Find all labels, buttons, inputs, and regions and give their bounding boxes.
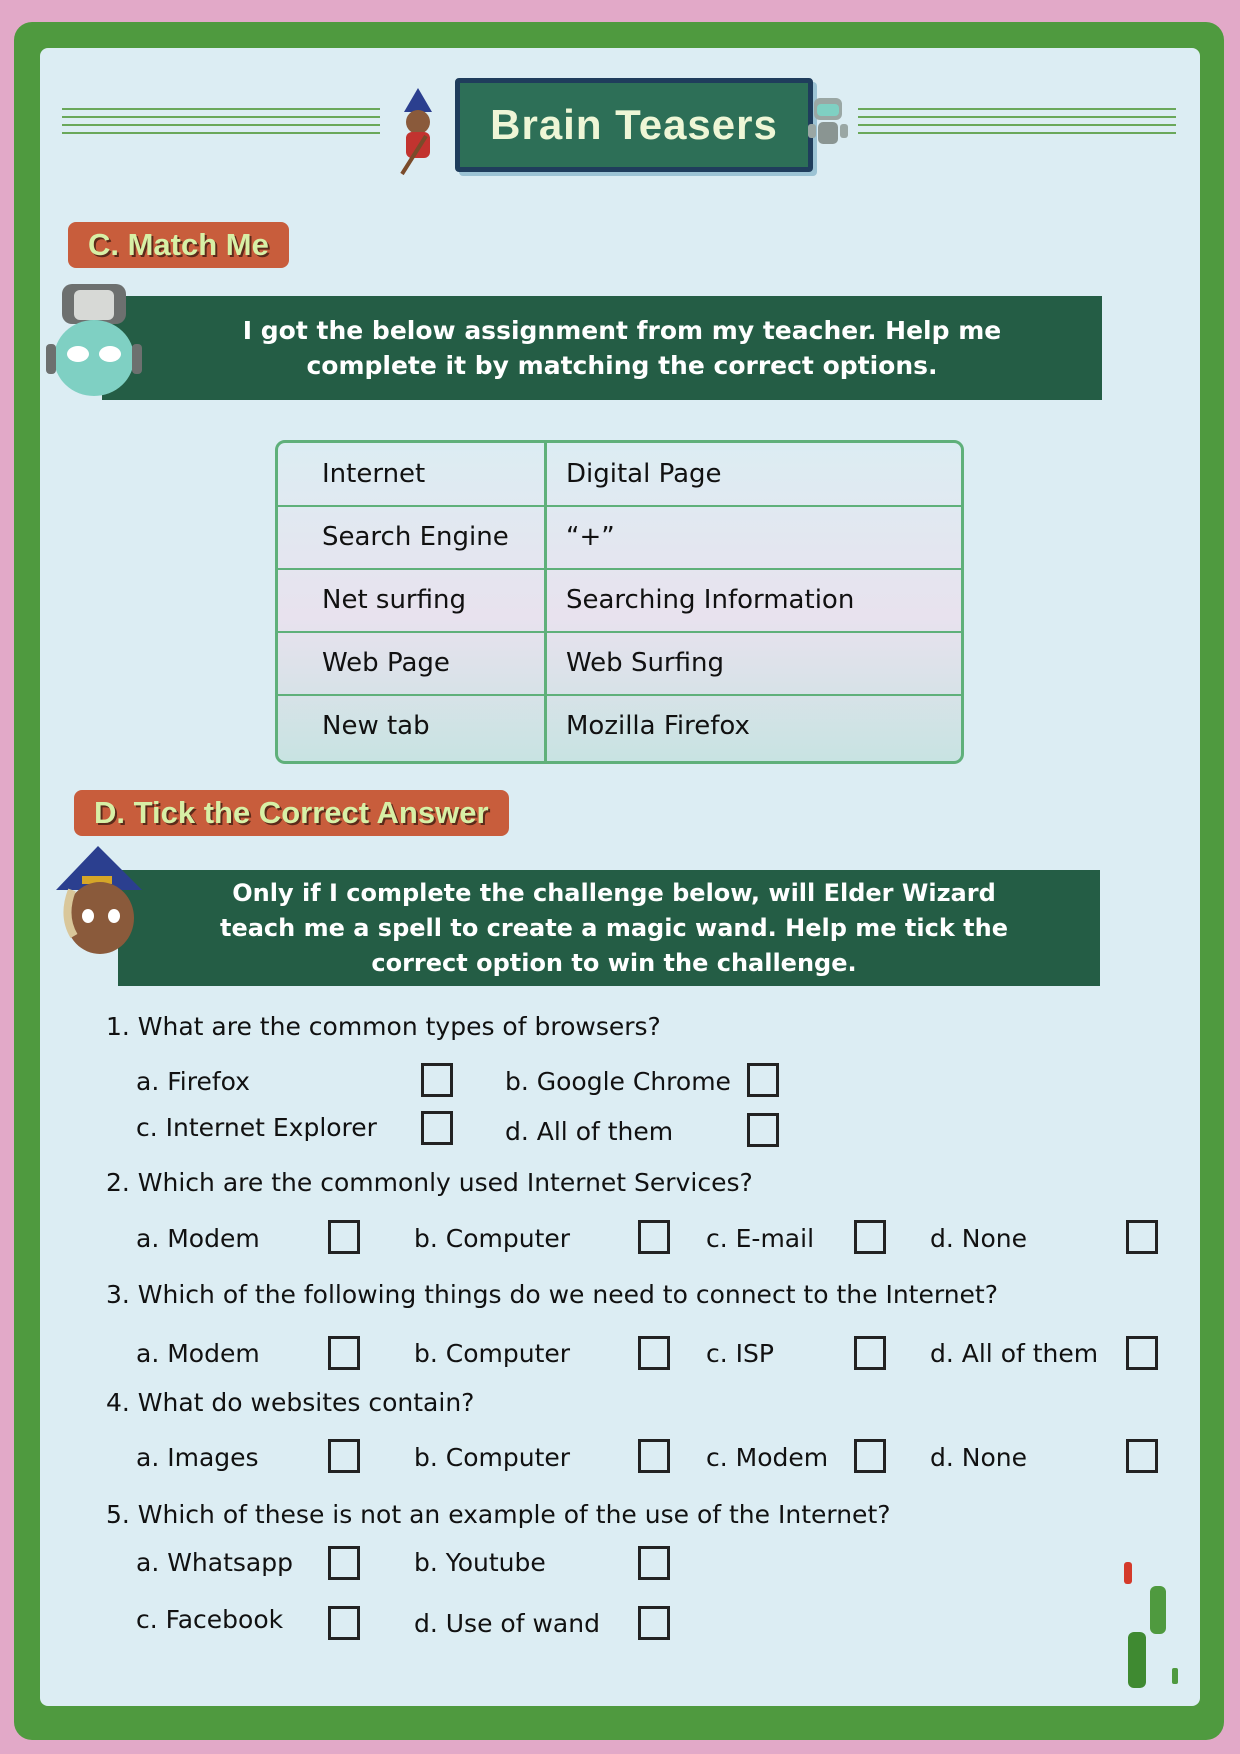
q2-option-b: b. Computer bbox=[414, 1224, 571, 1253]
q1-option-a: a. Firefox bbox=[136, 1067, 250, 1096]
q1-option-b: b. Google Chrome bbox=[505, 1067, 731, 1096]
q1-option-d: d. All of them bbox=[505, 1117, 674, 1146]
q2-option-c-checkbox[interactable] bbox=[854, 1220, 886, 1254]
match-left-cell: Search Engine bbox=[322, 522, 509, 552]
q2-option-d: d. None bbox=[930, 1224, 1027, 1253]
match-left-cell: Internet bbox=[322, 459, 426, 489]
title-line-left bbox=[62, 108, 380, 136]
match-right-cell: Web Surfing bbox=[566, 648, 724, 678]
q4-option-d: d. None bbox=[930, 1443, 1027, 1472]
q4-option-b-checkbox[interactable] bbox=[638, 1439, 670, 1473]
q5-option-c: c. Facebook bbox=[136, 1605, 284, 1634]
q3-option-c: c. ISP bbox=[706, 1339, 774, 1368]
q2-option-a-checkbox[interactable] bbox=[328, 1220, 360, 1254]
match-left-cell: Net surfing bbox=[322, 585, 466, 615]
q3-option-d: d. All of them bbox=[930, 1339, 1099, 1368]
match-right-cell: Searching Information bbox=[566, 585, 855, 615]
q1-option-a-checkbox[interactable] bbox=[421, 1063, 453, 1097]
q3-option-a-checkbox[interactable] bbox=[328, 1336, 360, 1370]
question-2: 2. Which are the commonly used Internet Services? bbox=[106, 1168, 753, 1197]
q4-option-c: c. Modem bbox=[706, 1443, 829, 1472]
match-right-cell: Digital Page bbox=[566, 459, 722, 489]
page-title: Brain Teasers bbox=[490, 101, 778, 148]
match-right-cell: “+” bbox=[566, 522, 615, 552]
q2-option-d-checkbox[interactable] bbox=[1126, 1220, 1158, 1254]
q3-option-b-checkbox[interactable] bbox=[638, 1336, 670, 1370]
q1-option-c: c. Internet Explorer bbox=[136, 1113, 377, 1142]
q5-option-b: b. Youtube bbox=[414, 1548, 546, 1577]
match-left-cell: New tab bbox=[322, 711, 430, 741]
wizard-girl-icon bbox=[392, 88, 444, 178]
q5-option-c-checkbox[interactable] bbox=[328, 1606, 360, 1640]
q2-option-c: c. E-mail bbox=[706, 1224, 815, 1253]
q3-option-c-checkbox[interactable] bbox=[854, 1336, 886, 1370]
q4-option-b: b. Computer bbox=[414, 1443, 571, 1472]
q3-option-a: a. Modem bbox=[136, 1339, 260, 1368]
q5-option-a: a. Whatsapp bbox=[136, 1548, 293, 1577]
wizard-boy-character-icon bbox=[52, 846, 148, 958]
q5-option-a-checkbox[interactable] bbox=[328, 1546, 360, 1580]
q3-option-b: b. Computer bbox=[414, 1339, 571, 1368]
question-3: 3. Which of the following things do we need to connect to the Internet? bbox=[106, 1280, 998, 1309]
match-left-cell: Web Page bbox=[322, 648, 450, 678]
table-row bbox=[278, 632, 961, 696]
match-right-cell: Mozilla Firefox bbox=[566, 711, 750, 741]
q4-option-a-checkbox[interactable] bbox=[328, 1439, 360, 1473]
q1-option-b-checkbox[interactable] bbox=[747, 1063, 779, 1097]
table-row bbox=[278, 506, 961, 570]
section-c-heading: C. Match Me bbox=[68, 222, 289, 268]
section-d-instruction: Only if I complete the challenge below, will Elder Wizard teach me a spell to create a magic wand. Help me tick the correct option to win the challenge. bbox=[118, 870, 1100, 986]
paint-splash-icon bbox=[1114, 1558, 1184, 1692]
q2-option-a: a. Modem bbox=[136, 1224, 260, 1253]
q3-option-d-checkbox[interactable] bbox=[1126, 1336, 1158, 1370]
q1-option-c-checkbox[interactable] bbox=[421, 1111, 453, 1145]
section-d-heading: D. Tick the Correct Answer bbox=[74, 790, 509, 836]
title-line-right bbox=[858, 108, 1176, 136]
q4-option-d-checkbox[interactable] bbox=[1126, 1439, 1158, 1473]
robot-icon bbox=[806, 96, 850, 152]
title-banner bbox=[455, 78, 813, 172]
table-row bbox=[278, 443, 961, 507]
q4-option-c-checkbox[interactable] bbox=[854, 1439, 886, 1473]
q2-option-b-checkbox[interactable] bbox=[638, 1220, 670, 1254]
table-row bbox=[278, 569, 961, 633]
q5-option-d: d. Use of wand bbox=[414, 1609, 600, 1638]
section-c-instruction: I got the below assignment from my teacher. Help me complete it by matching the correct options. bbox=[102, 296, 1102, 400]
question-5: 5. Which of these is not an example of the use of the Internet? bbox=[106, 1500, 891, 1529]
table-row bbox=[278, 695, 961, 757]
question-4: 4. What do websites contain? bbox=[106, 1388, 475, 1417]
question-1: 1. What are the common types of browsers? bbox=[106, 1012, 661, 1041]
q4-option-a: a. Images bbox=[136, 1443, 259, 1472]
match-table bbox=[275, 440, 964, 764]
q5-option-d-checkbox[interactable] bbox=[638, 1606, 670, 1640]
q1-option-d-checkbox[interactable] bbox=[747, 1113, 779, 1147]
robot-character-icon bbox=[40, 282, 146, 404]
q5-option-b-checkbox[interactable] bbox=[638, 1546, 670, 1580]
